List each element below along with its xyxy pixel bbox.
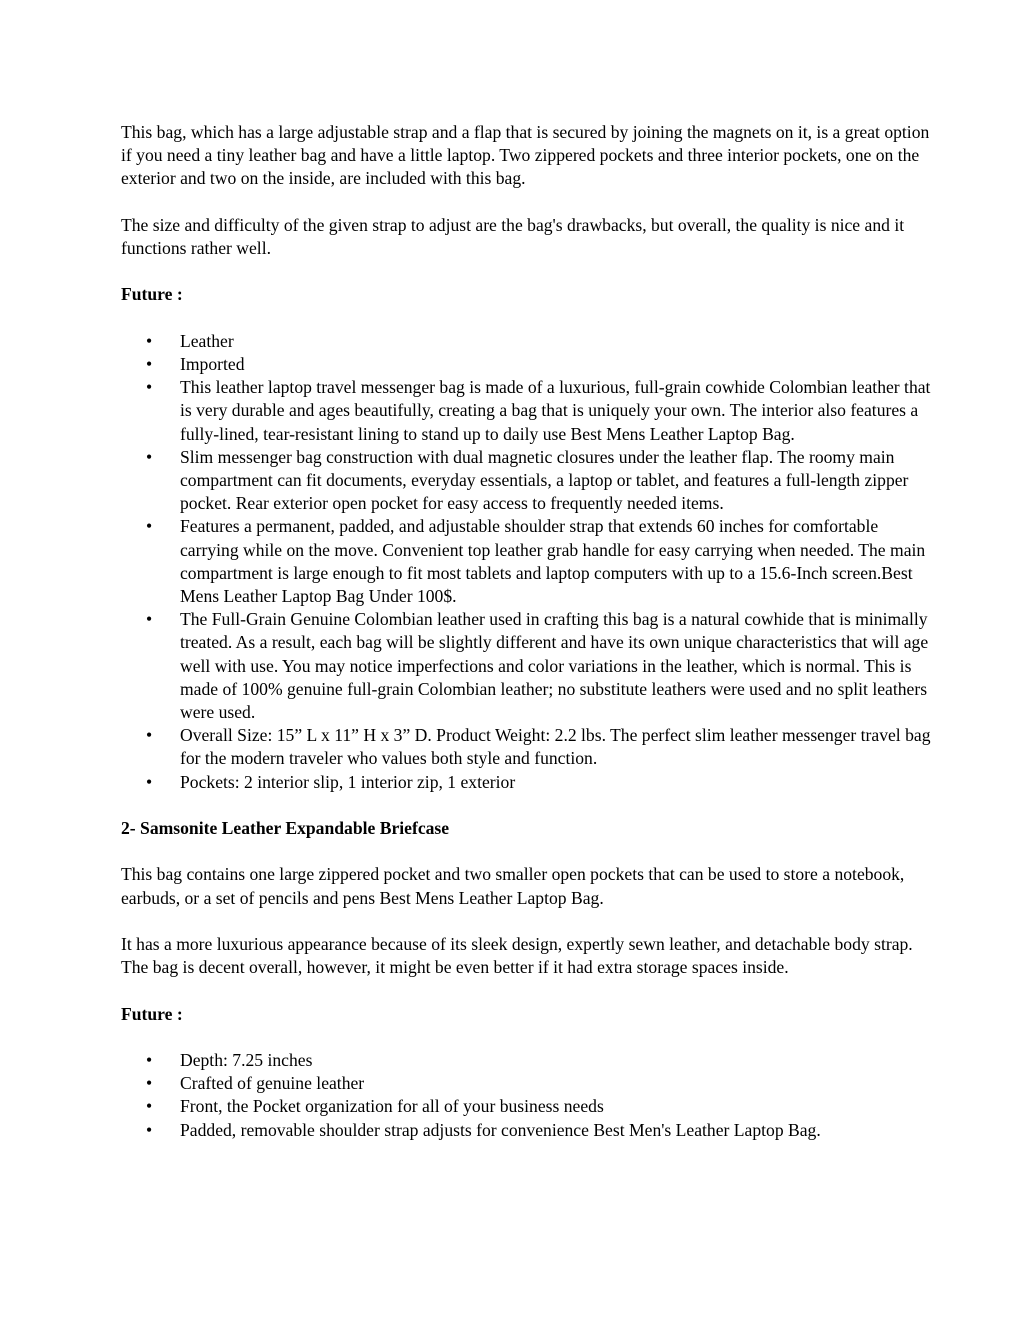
document-page <box>121 121 933 1165</box>
list-item: • Pockets: 2 interior slip, 1 interior zip, 1 exterior <box>180 771 933 794</box>
list-item: • Slim messenger bag construction with dual magnetic closures under the leather flap. The roomy main compartment can fit documents, everyday essentials, a laptop or tablet, and features a full-length zipper pocket. Rear exterior open pocket for easy access to frequently needed items. <box>180 446 933 516</box>
intro-paragraph: This bag, which has a large adjustable strap and a flap that is secured by joining the magnets on it, is a great option if you need a tiny leather bag and have a little laptop. Two zippered pockets and three interior pockets, one on the exterior and two on the inside, are included with this bag. <box>121 122 930 189</box>
pockets-paragraph: This bag contains one large zippered pocket and two smaller open pockets that can be used to store a notebook, earbuds, or a set of pencils and pens Best Mens Leather Laptop Bag. <box>121 864 905 908</box>
appearance-paragraph: It has a more luxurious appearance because of its sleek design, expertly sewn leather, and detachable body strap. The bag is decent overall, however, it might be even better if it had extra storage spaces inside. <box>121 934 913 978</box>
list-item: • Crafted of genuine leather <box>180 1072 933 1095</box>
list-item: • Overall Size: 15” L x 11” H x 3” D. Product Weight: 2.2 lbs. The perfect slim leather messenger travel bag for the modern traveler who values both style and function. <box>180 724 933 770</box>
features-list <box>121 330 933 794</box>
list-item: • Imported <box>180 353 933 376</box>
list-item: • Leather <box>180 330 933 353</box>
list-item: • Features a permanent, padded, and adjustable shoulder strap that extends 60 inches for comfortable carrying while on the move. Convenient top leather grab handle for easy carrying when needed. The main compartment is large enough to fit most tablets and laptop computers with up to a 15.6-Inch screen.Best Mens Leather Laptop Bag Under 100$. <box>180 515 933 608</box>
list-item: • This leather laptop travel messenger bag is made of a luxurious, full-grain cowhide Colombian leather that is very durable and ages beautifully, creating a bag that is uniquely your own. The interior also features a fully-lined, tear-resistant lining to stand up to daily use Best Mens Leather Laptop Bag. <box>180 376 933 446</box>
drawbacks-paragraph: The size and difficulty of the given strap to adjust are the bag's drawbacks, but overall, the quality is nice and it functions rather well. <box>121 214 905 258</box>
product-title: 2- Samsonite Leather Expandable Briefcase <box>121 818 450 839</box>
features-list <box>121 1049 933 1142</box>
features-heading: Future : <box>121 284 183 305</box>
list-item: • Padded, removable shoulder strap adjusts for convenience Best Men's Leather Laptop Bag. <box>180 1119 933 1142</box>
list-item: • The Full-Grain Genuine Colombian leather used in crafting this bag is a natural cowhide that is minimally treated. As a result, each bag will be slightly different and have its own unique characteristics that will age well with use. You may notice imperfections and color variations in the leather, which is normal. This is made of 100% genuine full-grain Colombian leather; no substitute leathers were used and no split leathers were used. <box>180 608 933 724</box>
list-item: • Depth: 7.25 inches <box>180 1049 933 1072</box>
list-item: • Front, the Pocket organization for all of your business needs <box>180 1095 933 1118</box>
features-heading: Future : <box>121 1003 183 1024</box>
